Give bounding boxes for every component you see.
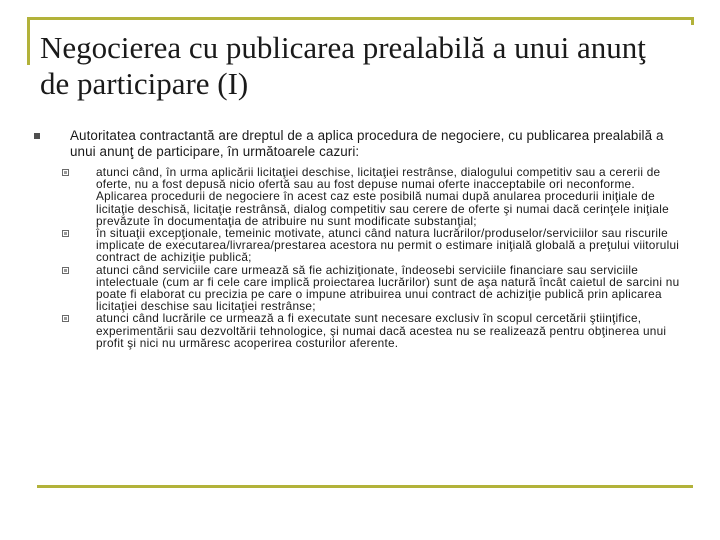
main-bullet [34,128,684,159]
list-item-text: atunci când, în urma aplicării licitaţiei deschise, licitaţiei restrânse, dialogului competitiv sau a cererii de oferte, nu a fost depusă nicio ofertă sau au fost depuse numai oferte inacceptabile ori neconforme. Aplicarea procedurii de negociere în acest caz este posibilă numai după anularea procedurii iniţiale de licitaţie deschisă, licitaţie restrânsă, dialog competitiv sau cerere de oferte şi numai dacă cerinţele iniţiale prevăzute în documentaţia de atribuire nu sunt modificate substanţial; [96,165,669,228]
frame-line-left [27,17,30,65]
list-item [60,264,684,313]
list-item [60,227,684,264]
frame-line-right [691,17,694,25]
slide-title: Negocierea cu publicarea prealabilă a unui anunţ de participare (I) [40,30,646,101]
intro-text: Autoritatea contractantă are dreptul de a aplica procedura de negociere, cu publicarea prealabilă a unui anunţ de participare, în următoarele cazuri: [70,128,664,159]
slide-content [34,128,684,349]
box-bullet-icon [62,230,69,237]
list-item-text: atunci când lucrările ce urmează a fi executate sunt necesare exclusiv în scopul cercetării ştiinţifice, experimentării sau dezvoltării tehnologice, şi numai dacă acestea nu se realizează pentru obţinerea unui profit şi nici nu urmăresc acoperirea costurilor aferente. [96,311,667,350]
list-item [60,312,684,349]
box-bullet-icon [62,315,69,322]
frame-line-bottom [37,485,693,488]
frame-line-top [27,17,694,20]
list-item-text: atunci când serviciile care urmează să fie achiziţionate, îndeosebi serviciile financiare sau serviciile intelectuale (cum ar fi cele care implică proiectarea lucrărilor) sunt de aşa natură încât caietul de sarcini nu poate fi elaborat cu precizia pe care o impune atribuirea unui contract de achiziţie publică prin aplicarea licitaţiei deschise sau licitaţiei restrânse; [96,262,680,314]
square-bullet-icon [34,133,40,139]
list-item-text: în situaţii excepţionale, temeinic motivate, atunci când natura lucrărilor/produselor/serviciilor sau riscurile implicate de executarea/livrarea/prestarea acestora nu permit o estimare iniţială globală a preţului viitorului contract de achiziţie publică; [96,226,680,265]
box-bullet-icon [62,169,69,176]
sub-bullet-list [60,166,684,349]
list-item [60,166,684,227]
box-bullet-icon [62,267,69,274]
